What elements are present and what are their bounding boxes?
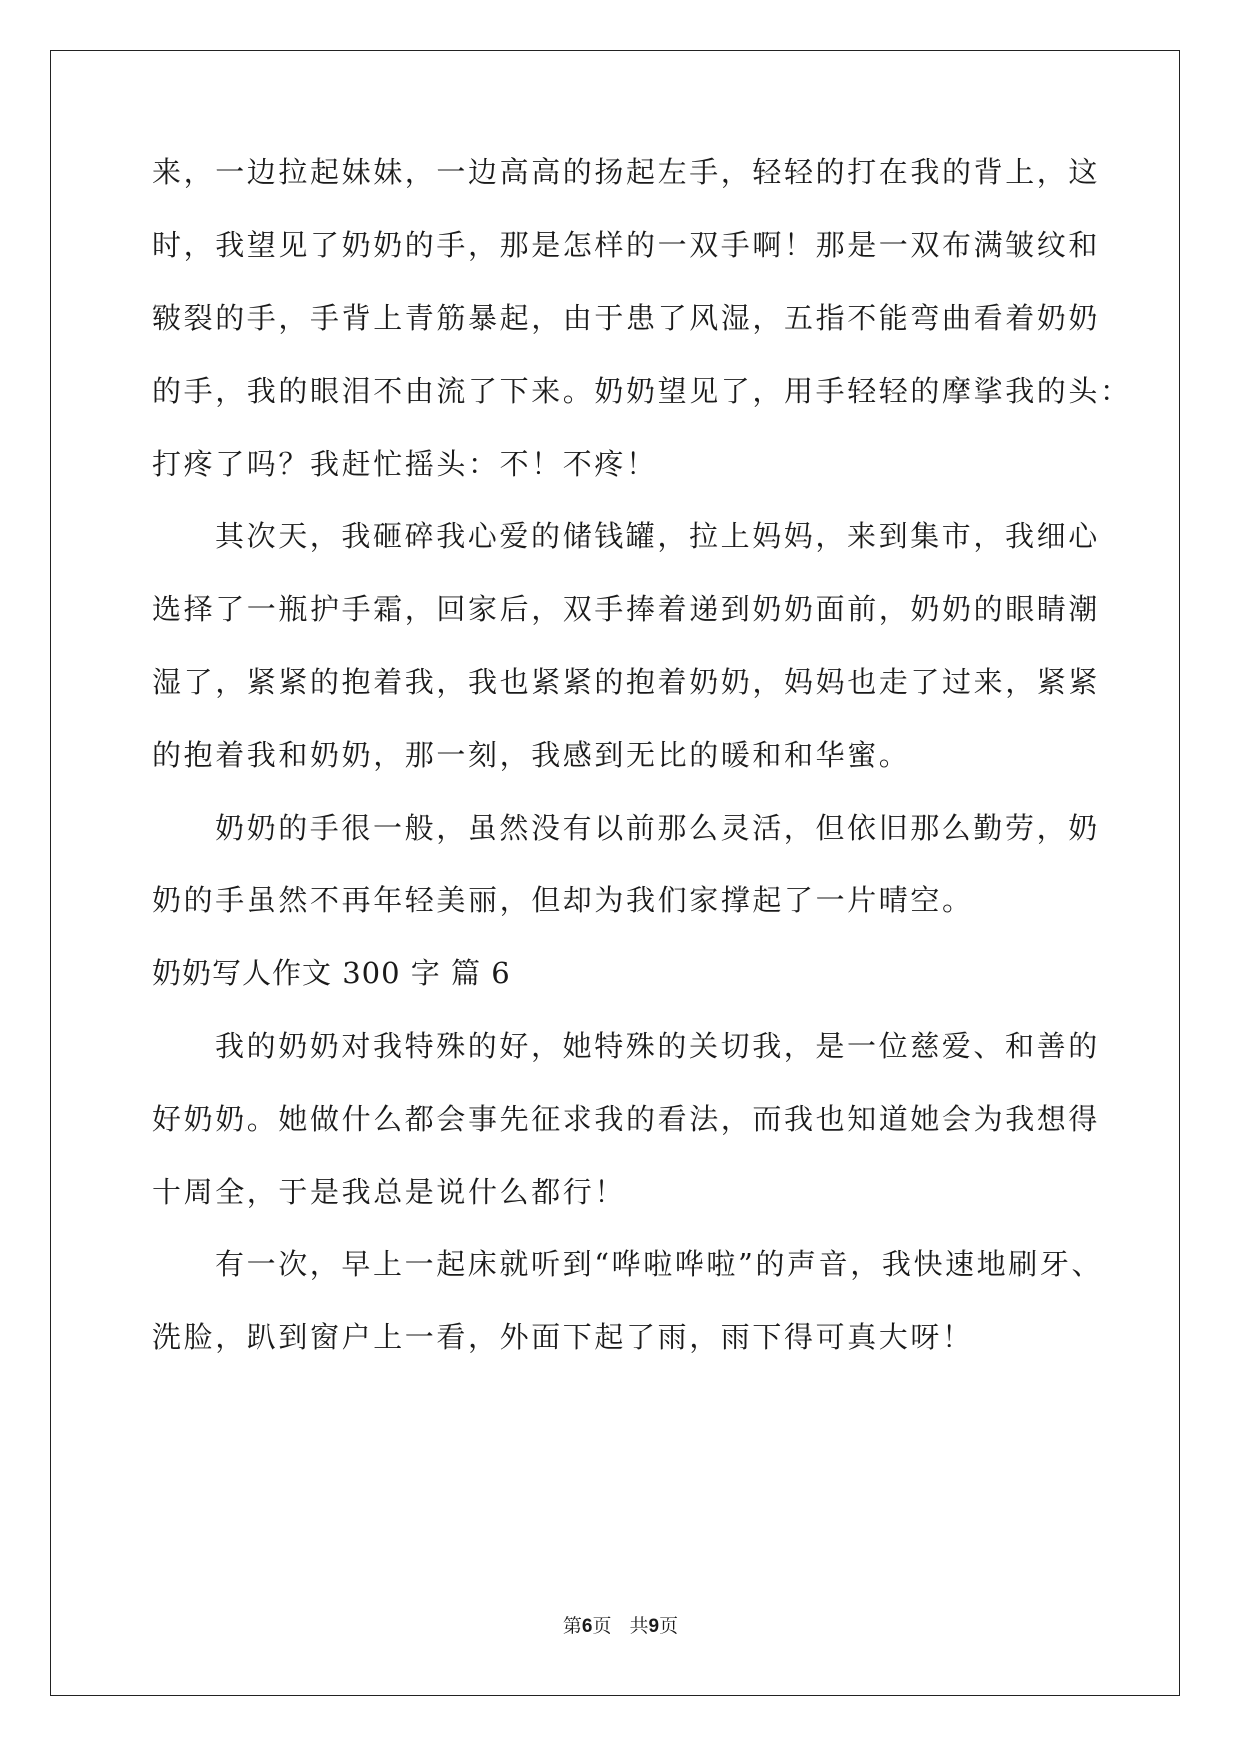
paragraph-line: 的抱着我和奶奶，那一刻，我感到无比的暖和和华蜜。 <box>152 738 911 772</box>
total-suffix: 页 <box>659 1615 679 1637</box>
paragraph-line: 湿了，紧紧的抱着我，我也紧紧的抱着奶奶，妈妈也走了过来，紧紧 <box>152 665 1101 699</box>
paragraph-line: 的手，我的眼泪不由流了下来。奶奶望见了，用手轻轻的摩挲我的头： <box>152 374 1132 408</box>
paragraph-line: 时，我望见了奶奶的手，那是怎样的一双手啊！那是一双布满皱纹和 <box>152 228 1101 262</box>
page-prefix: 第 <box>562 1615 582 1637</box>
paragraph-line: 来，一边拉起妹妹，一边高高的扬起左手，轻轻的打在我的背上，这 <box>152 155 1101 189</box>
total-prefix: 共 <box>629 1615 649 1637</box>
paragraph-line: 打疼了吗？我赶忙摇头：不！不疼！ <box>152 447 658 481</box>
paragraph-line: 皲裂的手，手背上青筋暴起，由于患了风湿，五指不能弯曲看着奶奶 <box>152 301 1101 335</box>
page-total: 9 <box>648 1616 660 1637</box>
paragraph-line: 有一次，早上一起床就听到“哗啦哗啦”的声音，我快速地刷牙、 <box>215 1247 1104 1281</box>
paragraph-line: 奶奶的手很一般，虽然没有以前那么灵活，但依旧那么勤劳，奶 <box>215 811 1100 845</box>
paragraph-line: 选择了一瓶护手霜，回家后，双手捧着递到奶奶面前，奶奶的眼睛潮 <box>152 592 1101 626</box>
paragraph-line: 奶的手虽然不再年轻美丽，但却为我们家撑起了一片晴空。 <box>152 883 974 917</box>
page-border <box>50 50 1180 1696</box>
paragraph-line: 其次天，我砸碎我心爱的储钱罐，拉上妈妈，来到集市，我细心 <box>215 519 1100 553</box>
section-heading: 奶奶写人作文 300 字 篇 6 <box>152 956 511 990</box>
page-suffix: 页 <box>592 1615 612 1637</box>
paragraph-line: 好奶奶。她做什么都会事先征求我的看法，而我也知道她会为我想得 <box>152 1102 1101 1136</box>
page-current: 6 <box>581 1616 593 1637</box>
paragraph-line: 洗脸，趴到窗户上一看，外面下起了雨，雨下得可真大呀！ <box>152 1320 974 1354</box>
paragraph-line: 我的奶奶对我特殊的好，她特殊的关切我，是一位慈爱、和善的 <box>215 1029 1100 1063</box>
page-footer <box>0 1614 1241 1639</box>
paragraph-line: 十周全，于是我总是说什么都行！ <box>152 1175 627 1209</box>
